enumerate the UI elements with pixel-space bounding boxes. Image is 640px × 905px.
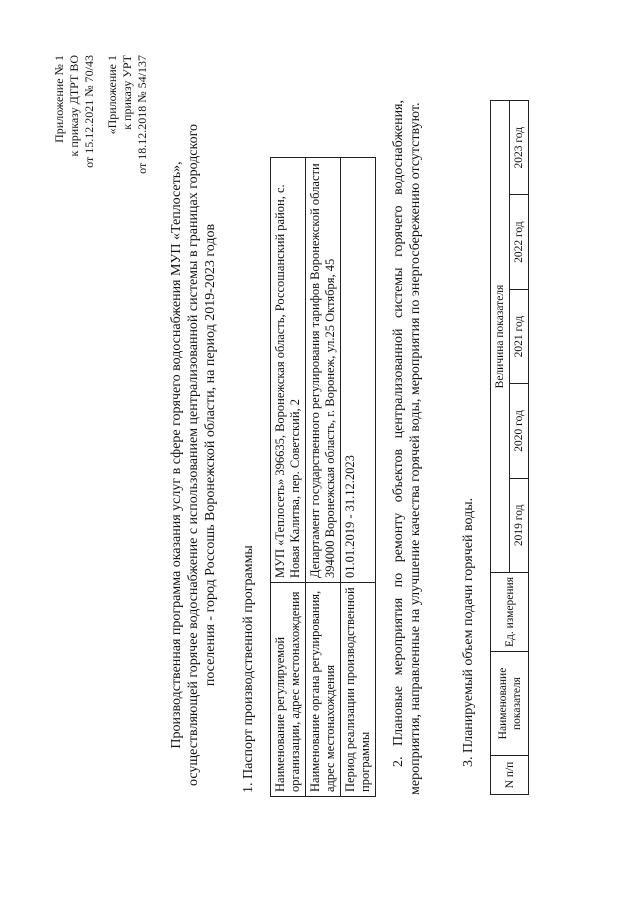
appendix-second-line1: «Приложение 1 xyxy=(105,55,119,135)
table-row xyxy=(306,158,341,797)
appendix-top-line1: Приложение № 1 xyxy=(52,55,66,143)
passport-value: МУП «Теплосеть» 396635, Воронежская область, Россошанский район, с. Новая Калитва, пер. Советский, 2 xyxy=(271,158,306,583)
appendix-top xyxy=(52,55,97,265)
volume-table xyxy=(490,100,529,795)
section2-text: 2. Плановые мероприятия по ремонту объектов централизованной системы горячего водоснабжения, мероприятия, направленные на улучшение качества горячей воды, мероприятия по энергосбережению отсутствуют. xyxy=(391,100,423,795)
col-header-unit: Ед. измерения xyxy=(491,573,529,652)
table-row xyxy=(271,158,306,797)
passport-label: Наименование регулируемой организации, адрес местонахождения xyxy=(271,583,306,797)
passport-table xyxy=(270,157,376,797)
passport-label: Период реализации производственной программы xyxy=(341,583,376,797)
table-row xyxy=(491,101,510,795)
table-row xyxy=(341,158,376,797)
col-header-year: 2019 год xyxy=(510,478,529,572)
appendix-top-line2: к приказу ДТРТ ВО xyxy=(67,55,81,157)
document-title xyxy=(168,85,219,825)
title-line2: осуществляющей горячее водоснабжение с использованием централизованной системы в границах городского xyxy=(186,123,201,787)
passport-value: Департамент государственного регулирования тарифов Воронежской области 394000 Воронежская область, г. Воронеж, ул.25 Октября, 45 xyxy=(306,158,341,583)
section3-heading: 3. Планируемый объем подачи горячей воды. xyxy=(461,497,476,767)
col-header-year: 2021 год xyxy=(510,289,529,383)
appendix-second xyxy=(105,55,150,265)
col-header-name: Наименование показателя xyxy=(491,652,529,756)
title-line3: поселения - город Россошь Воронежской области, на период 2019-2023 годов xyxy=(203,223,218,687)
col-header-n: N п/п xyxy=(491,756,529,795)
col-header-year: 2023 год xyxy=(510,101,529,195)
section1-heading: 1. Паспорт производственной программы xyxy=(241,545,256,793)
passport-label: Наименование органа регулирования, адрес местонахождения xyxy=(306,583,341,797)
col-header-year: 2022 год xyxy=(510,195,529,289)
col-header-year: 2020 год xyxy=(510,384,529,478)
appendix-second-line2: к приказу УРТ xyxy=(120,55,134,130)
title-line1: Производственная программа оказания услуг в сфере горячего водоснабжения МУП «Теплосеть», xyxy=(169,161,184,749)
col-header-group: Величина показателя xyxy=(491,101,510,573)
appendix-second-line3: от 18.12.2018 № 54/137 xyxy=(135,55,149,174)
passport-value: 01.01.2019 - 31.12.2023 xyxy=(341,158,376,583)
appendix-top-line3: от 15.12.2021 № 70/43 xyxy=(82,55,96,168)
